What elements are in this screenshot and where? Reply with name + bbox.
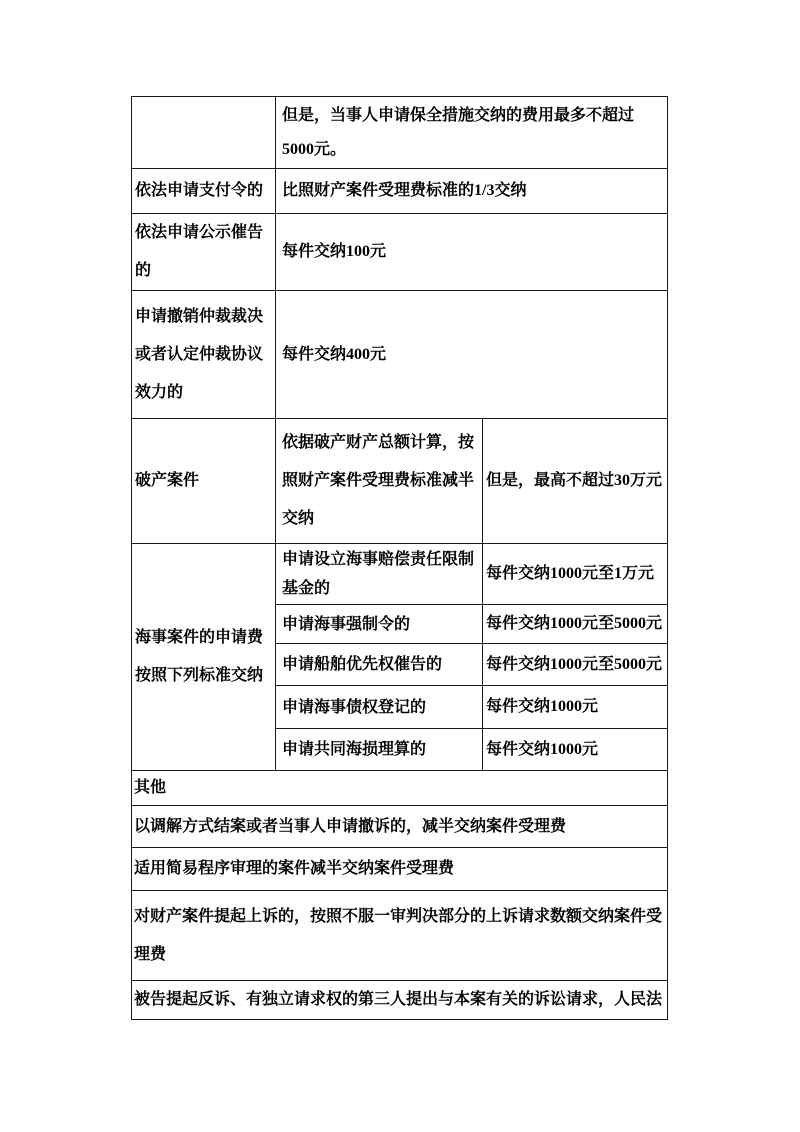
maritime-item-fee-cell: 每件交纳1000元 xyxy=(483,729,668,771)
carryover-note-cell: 但是，当事人申请保全措施交纳的费用最多不超过5000元。 xyxy=(276,97,668,169)
table-row-other-note-4 xyxy=(132,981,668,1020)
other-note-cell: 被告提起反诉、有独立请求权的第三人提出与本案有关的诉讼请求，人民法 xyxy=(132,981,668,1020)
maritime-item-fee-cell: 每件交纳1000元至5000元 xyxy=(483,605,668,644)
table-row-other-note-1 xyxy=(132,806,668,848)
table-row-bankruptcy xyxy=(132,419,668,544)
maritime-item-fee-cell: 每件交纳1000元 xyxy=(483,686,668,729)
table-row-other-header xyxy=(132,771,668,806)
other-note-cell: 对财产案件提起上诉的，按照不服一审判决部分的上诉请求数额交纳案件受理费 xyxy=(132,891,668,981)
public-notice-fee-cell: 每件交纳100元 xyxy=(276,214,668,291)
payment-order-fee-cell: 比照财产案件受理费标准的1/3交纳 xyxy=(276,169,668,214)
other-note-cell: 适用简易程序审理的案件减半交纳案件受理费 xyxy=(132,848,668,891)
maritime-item-name-cell: 申请海事强制令的 xyxy=(276,605,483,644)
table-row-arbitration xyxy=(132,291,668,419)
table-row-carryover xyxy=(132,97,668,169)
table-row-other-note-3 xyxy=(132,891,668,981)
carryover-empty-cell xyxy=(132,97,276,169)
maritime-item-name-cell: 申请船舶优先权催告的 xyxy=(276,644,483,686)
table-row-maritime-1 xyxy=(132,544,668,605)
maritime-item-fee-cell: 每件交纳1000元至1万元 xyxy=(483,544,668,605)
arbitration-name-cell: 申请撤销仲裁裁决或者认定仲裁协议效力的 xyxy=(132,291,276,419)
payment-order-name-cell: 依法申请支付令的 xyxy=(132,169,276,214)
court-fee-table xyxy=(131,96,668,1020)
bankruptcy-method-cell: 依据破产财产总额计算，按照财产案件受理费标准减半交纳 xyxy=(276,419,483,544)
arbitration-fee-cell: 每件交纳400元 xyxy=(276,291,668,419)
table-row-payment-order xyxy=(132,169,668,214)
other-section-header-cell: 其他 xyxy=(132,771,668,806)
table-row-other-note-2 xyxy=(132,848,668,891)
bankruptcy-cap-cell: 但是，最高不超过30万元 xyxy=(483,419,668,544)
maritime-header-cell: 海事案件的申请费按照下列标准交纳 xyxy=(132,544,276,771)
maritime-item-fee-cell: 每件交纳1000元至5000元 xyxy=(483,644,668,686)
maritime-item-name-cell: 申请设立海事赔偿责任限制基金的 xyxy=(276,544,483,605)
table-row-public-notice xyxy=(132,214,668,291)
bankruptcy-name-cell: 破产案件 xyxy=(132,419,276,544)
other-note-cell: 以调解方式结案或者当事人申请撤诉的，减半交纳案件受理费 xyxy=(132,806,668,848)
maritime-item-name-cell: 申请海事债权登记的 xyxy=(276,686,483,729)
maritime-item-name-cell: 申请共同海损理算的 xyxy=(276,729,483,771)
public-notice-name-cell: 依法申请公示催告的 xyxy=(132,214,276,291)
